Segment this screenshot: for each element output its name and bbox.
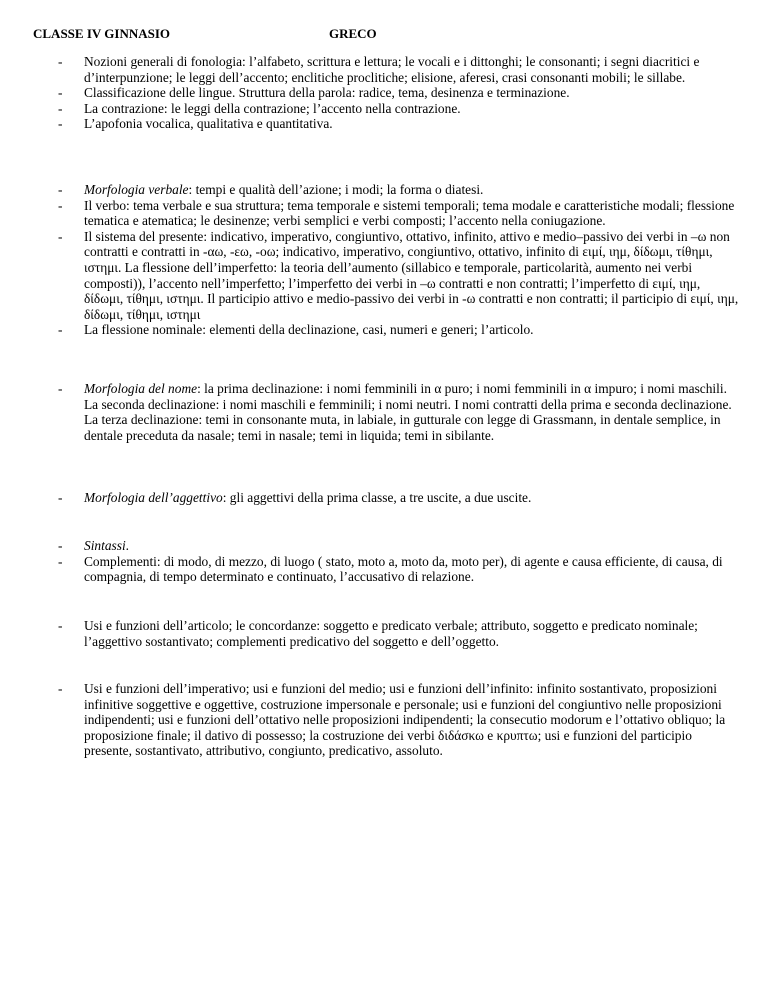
list-dash: - — [58, 116, 63, 132]
list-item — [58, 681, 742, 759]
group-usi-funzioni — [58, 681, 742, 759]
list-item — [58, 554, 742, 585]
list-item — [58, 618, 742, 649]
list-item — [58, 101, 742, 117]
list-item-text: La contrazione: le leggi della contrazione; l’accento nella contrazione. — [84, 100, 461, 116]
list-item — [58, 229, 742, 323]
subject-title: GRECO — [329, 26, 377, 41]
group-morfologia-verbale — [58, 182, 742, 338]
group-sintassi — [58, 538, 742, 585]
list-dash: - — [58, 322, 63, 338]
group-fonologia — [58, 54, 742, 132]
list-item-heading: Sintassi — [84, 538, 126, 553]
list-item — [58, 85, 742, 101]
list-item-text: Complementi: di modo, di mezzo, di luogo ( stato, moto a, moto da, moto per), di agente e causa efficiente, di causa, di compagnia, di tempo determinato e continuato, l’accusativo di relazione. — [84, 553, 723, 585]
list-dash: - — [58, 54, 63, 69]
list-item-body: : tempi e qualità dell’azione; i modi; la forma o diatesi. — [188, 182, 484, 197]
list-item-heading: Morfologia verbale — [84, 182, 189, 197]
list-item-text: Il sistema del presente: indicativo, imperativo, congiuntivo, ottativo, infinito, attivo e medio–passivo dei verbi in –ω non contratti e contratti in -αω, -εω, -οω; indicativo, imperativo, congiuntivo, ottativo, infinito di ειμί, ιημ, δίδωμι, τίθημι, ιστημι. La flessione dell’imperfetto: la teoria dell’aumento (sillabico e temporale, particolarità, aumento nei verbi composti)), l’accento nell’imperfetto; l’imperfetto dei verbi in –ω contratti e non contratti; l’imperfetto di ειμί, ιημ, δίδωμι, τίθημι, ιστημι. Il participio attivo e medio-passivo dei verbi in -ω contratti e non contratti; il participio di ειμί, ιημ, δίδωμι, τίθημι, ιστημι — [84, 228, 739, 322]
list-dash: - — [58, 197, 63, 213]
list-item-heading: Morfologia del nome — [84, 381, 198, 396]
group-morfologia-nome — [58, 381, 742, 443]
list-item — [58, 490, 742, 506]
list-item-text: Nozioni generali di fonologia: l’alfabeto, scrittura e lettura; le vocali e i dittonghi; le consonanti; i segni diacritici e d’interpunzione; le leggi dell’accento; enclitiche proclitiche; elisione, aferesi, crasi consonanti mobili; le sillabe. — [84, 54, 700, 85]
list-item-text: Classificazione delle lingue. Struttura della parola: radice, tema, desinenza e terminazione. — [84, 85, 570, 101]
list-dash: - — [58, 100, 63, 116]
list-dash: - — [58, 85, 63, 101]
page-header — [33, 26, 733, 44]
list-item-body: . — [125, 538, 130, 553]
list-item-text — [84, 182, 742, 198]
list-dash: - — [58, 182, 63, 197]
list-dash: - — [58, 381, 63, 396]
list-item — [58, 322, 742, 338]
list-item-text: Usi e funzioni dell’articolo; le concordanze: soggetto e predicato verbale; attributo, soggetto e predicato nominale; l’aggettivo sostantivato; complementi predicativo del soggetto e dell’oggetto. — [84, 618, 698, 649]
list-item — [58, 198, 742, 229]
list-item-heading: Morfologia dell’aggettivo — [84, 490, 223, 505]
list-item-text — [84, 490, 742, 506]
list-item-body: : la prima declinazione: i nomi femminili in α puro; i nomi femminili in α impuro; i nomi maschili. La seconda declinazione: i nomi maschili e femminili; i nomi neutri. I nomi contratti della prima e seconda declinazione. La terza declinazione: temi in consonante muta, in labiale, in gutturale con legge di Grassmann, in dentale semplice, in dentale preceduta da nasale; temi in nasale; temi in liquida; temi in sibilante. — [84, 381, 732, 443]
list-item-text — [84, 381, 742, 443]
list-dash: - — [58, 538, 63, 553]
list-item — [58, 381, 742, 443]
list-dash: - — [58, 618, 63, 633]
list-dash: - — [58, 553, 63, 569]
list-item — [58, 54, 742, 85]
list-dash: - — [58, 490, 63, 505]
list-item — [58, 182, 742, 198]
list-item-text: Il verbo: tema verbale e sua struttura; tema temporale e sistemi temporali; tema modale e caratteristiche modali; flessione tematica e atematica; le desinenze; verbi semplici e verbi composti; l’accento nella coniugazione. — [84, 197, 735, 229]
list-item — [58, 538, 742, 554]
group-morfologia-aggettivo — [58, 490, 742, 506]
list-item-text: Usi e funzioni dell’imperativo; usi e funzioni del medio; usi e funzioni dell’infinito: infinito sostantivato, proposizioni infinitive soggettive e oggettive, costruzione impersonale e personale; usi e funzioni del congiuntivo nelle proposizioni indipendenti; usi e funzioni dell’ottativo nelle proposizioni indipendenti; la consecutio modorum e l’ottativo obliquo; la proposizione finale; il dativo di possesso; la costruzione dei verbi διδάσκω e κρυπτω; usi e funzioni del participio presente, sostantivato, attributivo, congiunto, predicativo, assoluto. — [84, 681, 726, 759]
list-dash: - — [58, 228, 63, 244]
list-item-text: La flessione nominale: elementi della declinazione, casi, numeri e generi; l’articolo. — [84, 322, 534, 338]
list-item-body: : gli aggettivi della prima classe, a tre uscite, a due uscite. — [222, 490, 532, 505]
group-articolo — [58, 618, 742, 649]
list-item-text: L’apofonia vocalica, qualitativa e quantitativa. — [84, 116, 333, 132]
class-label: CLASSE IV GINNASIO — [33, 26, 171, 41]
list-dash: - — [58, 681, 63, 696]
list-item-text — [84, 538, 742, 554]
list-item — [58, 116, 742, 132]
